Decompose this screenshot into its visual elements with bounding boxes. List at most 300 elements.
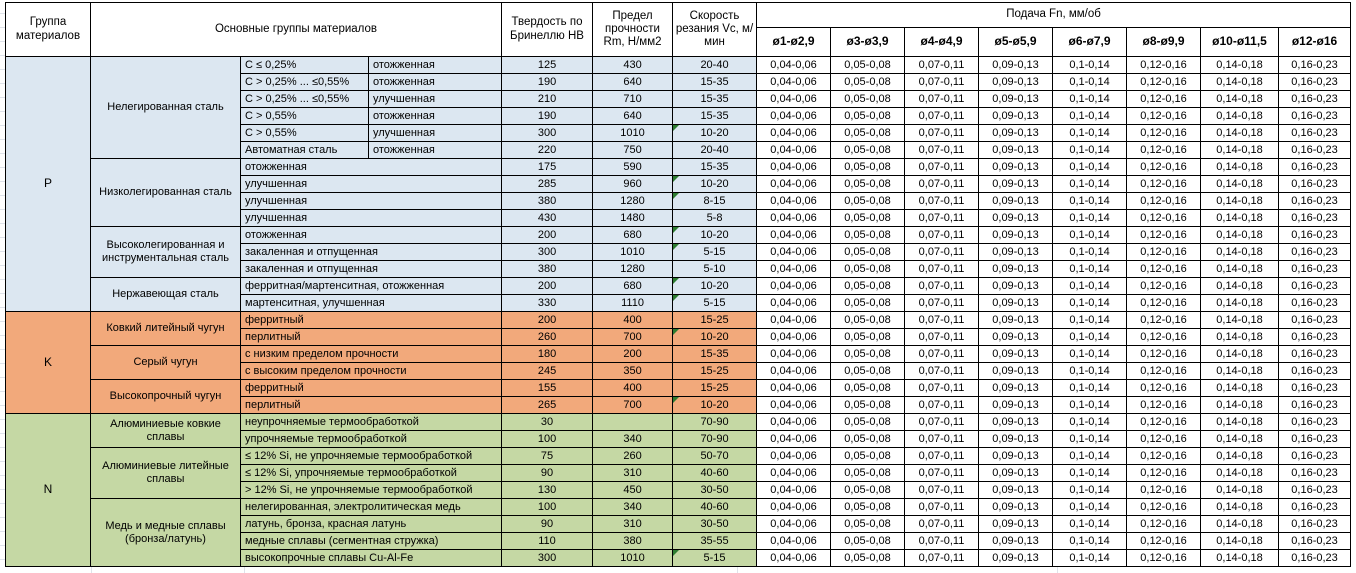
feed-cell[interactable]: 0,04-0,06 — [757, 278, 831, 295]
feed-cell[interactable]: 0,16-0,23 — [1279, 397, 1351, 414]
feed-cell[interactable]: 0,14-0,18 — [1201, 448, 1279, 465]
feed-cell[interactable]: 0,12-0,16 — [1127, 499, 1201, 516]
material-desc-cell[interactable]: ферритная/мартенситная, отожженная — [241, 278, 502, 295]
feed-cell[interactable]: 0,1-0,14 — [1053, 278, 1127, 295]
material-desc-cell[interactable]: C > 0,55% — [241, 125, 369, 142]
feed-cell[interactable]: 0,16-0,23 — [1279, 312, 1351, 329]
feed-cell[interactable]: 0,16-0,23 — [1279, 465, 1351, 482]
header-feed-col[interactable]: ø1-ø2,9 — [757, 28, 831, 57]
material-desc-cell[interactable]: C > 0,25% ... ≤0,55% — [241, 91, 369, 108]
feed-cell[interactable]: 0,04-0,06 — [757, 397, 831, 414]
hb-cell[interactable]: 155 — [502, 380, 593, 397]
header-tensile-strength[interactable]: Предел прочности Rm, Н/мм2 — [593, 3, 673, 57]
feed-cell[interactable]: 0,04-0,06 — [757, 244, 831, 261]
feed-cell[interactable]: 0,04-0,06 — [757, 448, 831, 465]
feed-cell[interactable]: 0,04-0,06 — [757, 499, 831, 516]
feed-cell[interactable]: 0,14-0,18 — [1201, 550, 1279, 567]
feed-cell[interactable]: 0,16-0,23 — [1279, 448, 1351, 465]
feed-cell[interactable]: 0,04-0,06 — [757, 550, 831, 567]
group-code-cell[interactable]: P — [6, 57, 91, 312]
feed-cell[interactable]: 0,12-0,16 — [1127, 227, 1201, 244]
vc-cell[interactable]: 20-40 — [673, 57, 757, 74]
feed-cell[interactable]: 0,05-0,08 — [831, 295, 905, 312]
feed-cell[interactable]: 0,1-0,14 — [1053, 516, 1127, 533]
feed-cell[interactable]: 0,04-0,06 — [757, 431, 831, 448]
rm-cell[interactable]: 260 — [593, 448, 673, 465]
feed-cell[interactable]: 0,16-0,23 — [1279, 431, 1351, 448]
feed-cell[interactable]: 0,1-0,14 — [1053, 346, 1127, 363]
feed-cell[interactable]: 0,14-0,18 — [1201, 482, 1279, 499]
feed-cell[interactable]: 0,12-0,16 — [1127, 414, 1201, 431]
feed-cell[interactable]: 0,12-0,16 — [1127, 193, 1201, 210]
subgroup-name-cell[interactable]: Низколегированная сталь — [91, 159, 241, 227]
material-desc-cell[interactable]: улучшенная — [241, 210, 502, 227]
feed-cell[interactable]: 0,04-0,06 — [757, 108, 831, 125]
feed-cell[interactable]: 0,07-0,11 — [905, 193, 979, 210]
rm-cell[interactable]: 1480 — [593, 210, 673, 227]
feed-cell[interactable]: 0,04-0,06 — [757, 482, 831, 499]
feed-cell[interactable]: 0,14-0,18 — [1201, 57, 1279, 74]
feed-cell[interactable]: 0,05-0,08 — [831, 312, 905, 329]
feed-cell[interactable]: 0,14-0,18 — [1201, 244, 1279, 261]
feed-cell[interactable]: 0,09-0,13 — [979, 346, 1053, 363]
hb-cell[interactable]: 110 — [502, 533, 593, 550]
feed-cell[interactable]: 0,14-0,18 — [1201, 159, 1279, 176]
material-desc-cell[interactable]: высокопрочные сплавы Cu-Al-Fe — [241, 550, 502, 567]
feed-cell[interactable]: 0,04-0,06 — [757, 125, 831, 142]
subgroup-name-cell[interactable]: Высоколегированная и инструментальная сталь — [91, 227, 241, 278]
hb-cell[interactable]: 200 — [502, 278, 593, 295]
feed-cell[interactable]: 0,05-0,08 — [831, 363, 905, 380]
feed-cell[interactable]: 0,1-0,14 — [1053, 142, 1127, 159]
feed-cell[interactable]: 0,1-0,14 — [1053, 210, 1127, 227]
hb-cell[interactable]: 245 — [502, 363, 593, 380]
feed-cell[interactable]: 0,1-0,14 — [1053, 159, 1127, 176]
feed-cell[interactable]: 0,12-0,16 — [1127, 448, 1201, 465]
feed-cell[interactable]: 0,04-0,06 — [757, 142, 831, 159]
header-feed-col[interactable]: ø8-ø9,9 — [1127, 28, 1201, 57]
feed-cell[interactable]: 0,05-0,08 — [831, 533, 905, 550]
feed-cell[interactable]: 0,1-0,14 — [1053, 499, 1127, 516]
feed-cell[interactable]: 0,12-0,16 — [1127, 261, 1201, 278]
feed-cell[interactable]: 0,1-0,14 — [1053, 57, 1127, 74]
feed-cell[interactable]: 0,1-0,14 — [1053, 397, 1127, 414]
header-feed-col[interactable]: ø3-ø3,9 — [831, 28, 905, 57]
hb-cell[interactable]: 190 — [502, 74, 593, 91]
feed-cell[interactable]: 0,1-0,14 — [1053, 261, 1127, 278]
feed-cell[interactable]: 0,16-0,23 — [1279, 482, 1351, 499]
subgroup-name-cell[interactable]: Высокопрочный чугун — [91, 380, 241, 414]
feed-cell[interactable]: 0,05-0,08 — [831, 380, 905, 397]
feed-cell[interactable]: 0,12-0,16 — [1127, 346, 1201, 363]
vc-cell[interactable]: 5-15 — [673, 295, 757, 312]
feed-cell[interactable]: 0,07-0,11 — [905, 91, 979, 108]
vc-cell[interactable]: 40-60 — [673, 499, 757, 516]
feed-cell[interactable]: 0,09-0,13 — [979, 414, 1053, 431]
header-feed-col[interactable]: ø4-ø4,9 — [905, 28, 979, 57]
feed-cell[interactable]: 0,05-0,08 — [831, 125, 905, 142]
feed-cell[interactable]: 0,05-0,08 — [831, 397, 905, 414]
feed-cell[interactable]: 0,14-0,18 — [1201, 193, 1279, 210]
rm-cell[interactable] — [593, 414, 673, 431]
feed-cell[interactable]: 0,14-0,18 — [1201, 499, 1279, 516]
rm-cell[interactable]: 340 — [593, 499, 673, 516]
feed-cell[interactable]: 0,14-0,18 — [1201, 431, 1279, 448]
feed-cell[interactable]: 0,05-0,08 — [831, 74, 905, 91]
feed-cell[interactable]: 0,07-0,11 — [905, 448, 979, 465]
feed-cell[interactable]: 0,16-0,23 — [1279, 278, 1351, 295]
vc-cell[interactable]: 10-20 — [673, 227, 757, 244]
rm-cell[interactable]: 400 — [593, 380, 673, 397]
vc-cell[interactable]: 15-35 — [673, 74, 757, 91]
feed-cell[interactable]: 0,07-0,11 — [905, 159, 979, 176]
feed-cell[interactable]: 0,16-0,23 — [1279, 550, 1351, 567]
feed-cell[interactable]: 0,09-0,13 — [979, 159, 1053, 176]
material-desc-cell[interactable]: перлитный — [241, 397, 502, 414]
feed-cell[interactable]: 0,04-0,06 — [757, 159, 831, 176]
feed-cell[interactable]: 0,12-0,16 — [1127, 550, 1201, 567]
material-desc-cell[interactable]: неупрочняемые термообработкой — [241, 414, 502, 431]
feed-cell[interactable]: 0,07-0,11 — [905, 125, 979, 142]
feed-cell[interactable]: 0,05-0,08 — [831, 210, 905, 227]
feed-cell[interactable]: 0,14-0,18 — [1201, 108, 1279, 125]
feed-cell[interactable]: 0,07-0,11 — [905, 278, 979, 295]
feed-cell[interactable]: 0,16-0,23 — [1279, 329, 1351, 346]
vc-cell[interactable]: 15-25 — [673, 380, 757, 397]
feed-cell[interactable]: 0,1-0,14 — [1053, 482, 1127, 499]
feed-cell[interactable]: 0,12-0,16 — [1127, 125, 1201, 142]
header-feed-col[interactable]: ø12-ø16 — [1279, 28, 1351, 57]
rm-cell[interactable]: 640 — [593, 108, 673, 125]
feed-cell[interactable]: 0,05-0,08 — [831, 329, 905, 346]
rm-cell[interactable]: 1110 — [593, 295, 673, 312]
material-desc-cell[interactable]: закаленная и отпущенная — [241, 244, 502, 261]
feed-cell[interactable]: 0,12-0,16 — [1127, 57, 1201, 74]
material-desc-cell[interactable]: медные сплавы (сегментная стружка) — [241, 533, 502, 550]
group-code-cell[interactable]: N — [6, 414, 91, 567]
feed-cell[interactable]: 0,05-0,08 — [831, 176, 905, 193]
vc-cell[interactable]: 35-55 — [673, 533, 757, 550]
hb-cell[interactable]: 200 — [502, 312, 593, 329]
feed-cell[interactable]: 0,1-0,14 — [1053, 312, 1127, 329]
feed-cell[interactable]: 0,09-0,13 — [979, 74, 1053, 91]
feed-cell[interactable]: 0,16-0,23 — [1279, 159, 1351, 176]
feed-cell[interactable]: 0,16-0,23 — [1279, 57, 1351, 74]
feed-cell[interactable]: 0,12-0,16 — [1127, 176, 1201, 193]
feed-cell[interactable]: 0,16-0,23 — [1279, 108, 1351, 125]
feed-cell[interactable]: 0,09-0,13 — [979, 278, 1053, 295]
feed-cell[interactable]: 0,07-0,11 — [905, 312, 979, 329]
material-desc-cell[interactable]: ферритный — [241, 312, 502, 329]
feed-cell[interactable]: 0,05-0,08 — [831, 244, 905, 261]
feed-cell[interactable]: 0,1-0,14 — [1053, 550, 1127, 567]
feed-cell[interactable]: 0,14-0,18 — [1201, 176, 1279, 193]
hb-cell[interactable]: 130 — [502, 482, 593, 499]
feed-cell[interactable]: 0,05-0,08 — [831, 414, 905, 431]
feed-cell[interactable]: 0,04-0,06 — [757, 210, 831, 227]
feed-cell[interactable]: 0,12-0,16 — [1127, 312, 1201, 329]
feed-cell[interactable]: 0,12-0,16 — [1127, 108, 1201, 125]
hb-cell[interactable]: 125 — [502, 57, 593, 74]
feed-cell[interactable]: 0,12-0,16 — [1127, 74, 1201, 91]
feed-cell[interactable]: 0,04-0,06 — [757, 346, 831, 363]
material-desc-cell[interactable]: с высоким пределом прочности — [241, 363, 502, 380]
feed-cell[interactable]: 0,09-0,13 — [979, 261, 1053, 278]
hb-cell[interactable]: 300 — [502, 244, 593, 261]
feed-cell[interactable]: 0,04-0,06 — [757, 312, 831, 329]
feed-cell[interactable]: 0,1-0,14 — [1053, 74, 1127, 91]
rm-cell[interactable]: 1280 — [593, 261, 673, 278]
subgroup-name-cell[interactable]: Медь и медные сплавы (бронза/латунь) — [91, 499, 241, 567]
material-desc-cell[interactable]: отожженная — [241, 159, 502, 176]
vc-cell[interactable]: 10-20 — [673, 176, 757, 193]
feed-cell[interactable]: 0,14-0,18 — [1201, 533, 1279, 550]
header-feed-col[interactable]: ø6-ø7,9 — [1053, 28, 1127, 57]
hb-cell[interactable]: 380 — [502, 261, 593, 278]
rm-cell[interactable]: 340 — [593, 431, 673, 448]
feed-cell[interactable]: 0,14-0,18 — [1201, 295, 1279, 312]
material-desc-cell[interactable]: нелегированная, электролитическая медь — [241, 499, 502, 516]
feed-cell[interactable]: 0,04-0,06 — [757, 295, 831, 312]
feed-cell[interactable]: 0,16-0,23 — [1279, 227, 1351, 244]
feed-cell[interactable]: 0,12-0,16 — [1127, 329, 1201, 346]
feed-cell[interactable]: 0,07-0,11 — [905, 533, 979, 550]
vc-cell[interactable]: 5-8 — [673, 210, 757, 227]
feed-cell[interactable]: 0,16-0,23 — [1279, 499, 1351, 516]
rm-cell[interactable]: 200 — [593, 346, 673, 363]
feed-cell[interactable]: 0,05-0,08 — [831, 516, 905, 533]
feed-cell[interactable]: 0,05-0,08 — [831, 227, 905, 244]
feed-cell[interactable]: 0,09-0,13 — [979, 329, 1053, 346]
feed-cell[interactable]: 0,16-0,23 — [1279, 176, 1351, 193]
feed-cell[interactable]: 0,1-0,14 — [1053, 465, 1127, 482]
feed-cell[interactable]: 0,05-0,08 — [831, 159, 905, 176]
hb-cell[interactable]: 285 — [502, 176, 593, 193]
feed-cell[interactable]: 0,09-0,13 — [979, 244, 1053, 261]
rm-cell[interactable]: 640 — [593, 74, 673, 91]
vc-cell[interactable]: 15-35 — [673, 346, 757, 363]
hb-cell[interactable]: 100 — [502, 499, 593, 516]
rm-cell[interactable]: 700 — [593, 329, 673, 346]
feed-cell[interactable]: 0,04-0,06 — [757, 193, 831, 210]
hb-cell[interactable]: 330 — [502, 295, 593, 312]
feed-cell[interactable]: 0,05-0,08 — [831, 278, 905, 295]
feed-cell[interactable]: 0,05-0,08 — [831, 142, 905, 159]
feed-cell[interactable]: 0,07-0,11 — [905, 142, 979, 159]
header-cutting-speed[interactable]: Скорость резания Vc, м/мин — [673, 3, 757, 57]
material-desc-cell[interactable]: с низким пределом прочности — [241, 346, 502, 363]
feed-cell[interactable]: 0,04-0,06 — [757, 380, 831, 397]
feed-cell[interactable]: 0,16-0,23 — [1279, 193, 1351, 210]
feed-cell[interactable]: 0,14-0,18 — [1201, 125, 1279, 142]
feed-cell[interactable]: 0,07-0,11 — [905, 499, 979, 516]
feed-cell[interactable]: 0,09-0,13 — [979, 550, 1053, 567]
feed-cell[interactable]: 0,05-0,08 — [831, 482, 905, 499]
feed-cell[interactable]: 0,1-0,14 — [1053, 414, 1127, 431]
vc-cell[interactable]: 70-90 — [673, 414, 757, 431]
feed-cell[interactable]: 0,07-0,11 — [905, 329, 979, 346]
feed-cell[interactable]: 0,14-0,18 — [1201, 74, 1279, 91]
feed-cell[interactable]: 0,05-0,08 — [831, 91, 905, 108]
feed-cell[interactable]: 0,16-0,23 — [1279, 516, 1351, 533]
feed-cell[interactable]: 0,09-0,13 — [979, 465, 1053, 482]
feed-cell[interactable]: 0,05-0,08 — [831, 57, 905, 74]
feed-cell[interactable]: 0,09-0,13 — [979, 516, 1053, 533]
feed-cell[interactable]: 0,12-0,16 — [1127, 380, 1201, 397]
feed-cell[interactable]: 0,09-0,13 — [979, 499, 1053, 516]
feed-cell[interactable]: 0,07-0,11 — [905, 244, 979, 261]
rm-cell[interactable]: 310 — [593, 465, 673, 482]
feed-cell[interactable]: 0,05-0,08 — [831, 346, 905, 363]
feed-cell[interactable]: 0,09-0,13 — [979, 295, 1053, 312]
feed-cell[interactable]: 0,09-0,13 — [979, 227, 1053, 244]
feed-cell[interactable]: 0,14-0,18 — [1201, 516, 1279, 533]
hb-cell[interactable]: 180 — [502, 346, 593, 363]
hb-cell[interactable]: 200 — [502, 227, 593, 244]
feed-cell[interactable]: 0,14-0,18 — [1201, 261, 1279, 278]
feed-cell[interactable]: 0,16-0,23 — [1279, 125, 1351, 142]
feed-cell[interactable]: 0,1-0,14 — [1053, 108, 1127, 125]
hb-cell[interactable]: 300 — [502, 125, 593, 142]
feed-cell[interactable]: 0,09-0,13 — [979, 380, 1053, 397]
feed-cell[interactable]: 0,09-0,13 — [979, 108, 1053, 125]
hb-cell[interactable]: 190 — [502, 108, 593, 125]
feed-cell[interactable]: 0,12-0,16 — [1127, 482, 1201, 499]
feed-cell[interactable]: 0,04-0,06 — [757, 465, 831, 482]
feed-cell[interactable]: 0,12-0,16 — [1127, 295, 1201, 312]
feed-cell[interactable]: 0,09-0,13 — [979, 482, 1053, 499]
feed-cell[interactable]: 0,05-0,08 — [831, 448, 905, 465]
rm-cell[interactable]: 430 — [593, 57, 673, 74]
feed-cell[interactable]: 0,14-0,18 — [1201, 414, 1279, 431]
material-desc-cell[interactable]: C > 0,25% ... ≤0,55% — [241, 74, 369, 91]
rm-cell[interactable]: 350 — [593, 363, 673, 380]
feed-cell[interactable]: 0,1-0,14 — [1053, 176, 1127, 193]
header-feed-col[interactable]: ø10-ø11,5 — [1201, 28, 1279, 57]
subgroup-name-cell[interactable]: Алюминиевые ковкие сплавы — [91, 414, 241, 448]
feed-cell[interactable]: 0,09-0,13 — [979, 312, 1053, 329]
feed-cell[interactable]: 0,14-0,18 — [1201, 91, 1279, 108]
rm-cell[interactable]: 380 — [593, 533, 673, 550]
feed-cell[interactable]: 0,16-0,23 — [1279, 295, 1351, 312]
feed-cell[interactable]: 0,12-0,16 — [1127, 278, 1201, 295]
feed-cell[interactable]: 0,1-0,14 — [1053, 91, 1127, 108]
rm-cell[interactable]: 960 — [593, 176, 673, 193]
feed-cell[interactable]: 0,16-0,23 — [1279, 74, 1351, 91]
feed-cell[interactable]: 0,16-0,23 — [1279, 91, 1351, 108]
feed-cell[interactable]: 0,12-0,16 — [1127, 210, 1201, 227]
hb-cell[interactable]: 220 — [502, 142, 593, 159]
feed-cell[interactable]: 0,04-0,06 — [757, 516, 831, 533]
rm-cell[interactable]: 1010 — [593, 244, 673, 261]
feed-cell[interactable]: 0,1-0,14 — [1053, 329, 1127, 346]
header-brinell-hardness[interactable]: Твердость по Бринеллю НВ — [502, 3, 593, 57]
material-desc-cell[interactable]: ≤ 12% Si, не упрочняемые термообработкой — [241, 448, 502, 465]
feed-cell[interactable]: 0,04-0,06 — [757, 414, 831, 431]
material-desc-cell[interactable]: отожженная — [369, 57, 502, 74]
vc-cell[interactable]: 5-15 — [673, 244, 757, 261]
feed-cell[interactable]: 0,12-0,16 — [1127, 142, 1201, 159]
feed-cell[interactable]: 0,09-0,13 — [979, 91, 1053, 108]
material-desc-cell[interactable]: улучшенная — [369, 91, 502, 108]
feed-cell[interactable]: 0,14-0,18 — [1201, 227, 1279, 244]
feed-cell[interactable]: 0,14-0,18 — [1201, 465, 1279, 482]
feed-cell[interactable]: 0,07-0,11 — [905, 465, 979, 482]
feed-cell[interactable]: 0,04-0,06 — [757, 363, 831, 380]
feed-cell[interactable]: 0,09-0,13 — [979, 176, 1053, 193]
hb-cell[interactable]: 90 — [502, 465, 593, 482]
feed-cell[interactable]: 0,04-0,06 — [757, 57, 831, 74]
feed-cell[interactable]: 0,09-0,13 — [979, 142, 1053, 159]
feed-cell[interactable]: 0,12-0,16 — [1127, 516, 1201, 533]
rm-cell[interactable]: 1010 — [593, 125, 673, 142]
material-desc-cell[interactable]: ферритный — [241, 380, 502, 397]
feed-cell[interactable]: 0,09-0,13 — [979, 448, 1053, 465]
feed-cell[interactable]: 0,1-0,14 — [1053, 363, 1127, 380]
feed-cell[interactable]: 0,09-0,13 — [979, 431, 1053, 448]
material-desc-cell[interactable]: отожженная — [369, 142, 502, 159]
hb-cell[interactable]: 380 — [502, 193, 593, 210]
vc-cell[interactable]: 15-25 — [673, 312, 757, 329]
feed-cell[interactable]: 0,12-0,16 — [1127, 159, 1201, 176]
feed-cell[interactable]: 0,05-0,08 — [831, 550, 905, 567]
material-desc-cell[interactable]: > 12% Si, не упрочняемые термообработкой — [241, 482, 502, 499]
feed-cell[interactable]: 0,14-0,18 — [1201, 142, 1279, 159]
rm-cell[interactable]: 1010 — [593, 550, 673, 567]
feed-cell[interactable]: 0,04-0,06 — [757, 74, 831, 91]
vc-cell[interactable]: 50-70 — [673, 448, 757, 465]
feed-cell[interactable]: 0,16-0,23 — [1279, 210, 1351, 227]
vc-cell[interactable]: 5-15 — [673, 550, 757, 567]
feed-cell[interactable]: 0,05-0,08 — [831, 465, 905, 482]
material-desc-cell[interactable]: отожженная — [369, 74, 502, 91]
material-desc-cell[interactable]: улучшенная — [241, 193, 502, 210]
feed-cell[interactable]: 0,04-0,06 — [757, 227, 831, 244]
material-desc-cell[interactable]: улучшенная — [369, 125, 502, 142]
feed-cell[interactable]: 0,07-0,11 — [905, 227, 979, 244]
feed-cell[interactable]: 0,07-0,11 — [905, 176, 979, 193]
subgroup-name-cell[interactable]: Серый чугун — [91, 346, 241, 380]
feed-cell[interactable]: 0,05-0,08 — [831, 261, 905, 278]
vc-cell[interactable]: 70-90 — [673, 431, 757, 448]
feed-cell[interactable]: 0,14-0,18 — [1201, 210, 1279, 227]
hb-cell[interactable]: 265 — [502, 397, 593, 414]
hb-cell[interactable]: 90 — [502, 516, 593, 533]
rm-cell[interactable]: 400 — [593, 312, 673, 329]
feed-cell[interactable]: 0,05-0,08 — [831, 431, 905, 448]
feed-cell[interactable]: 0,04-0,06 — [757, 329, 831, 346]
feed-cell[interactable]: 0,12-0,16 — [1127, 431, 1201, 448]
rm-cell[interactable]: 590 — [593, 159, 673, 176]
hb-cell[interactable]: 75 — [502, 448, 593, 465]
material-desc-cell[interactable]: мартенситная, улучшенная — [241, 295, 502, 312]
feed-cell[interactable]: 0,14-0,18 — [1201, 363, 1279, 380]
feed-cell[interactable]: 0,1-0,14 — [1053, 380, 1127, 397]
feed-cell[interactable]: 0,04-0,06 — [757, 176, 831, 193]
feed-cell[interactable]: 0,09-0,13 — [979, 193, 1053, 210]
feed-cell[interactable]: 0,16-0,23 — [1279, 142, 1351, 159]
vc-cell[interactable]: 10-20 — [673, 278, 757, 295]
group-code-cell[interactable]: K — [6, 312, 91, 414]
feed-cell[interactable]: 0,07-0,11 — [905, 108, 979, 125]
rm-cell[interactable]: 750 — [593, 142, 673, 159]
header-material-group[interactable]: Группа материалов — [6, 3, 91, 57]
feed-cell[interactable]: 0,07-0,11 — [905, 57, 979, 74]
feed-cell[interactable]: 0,12-0,16 — [1127, 91, 1201, 108]
feed-cell[interactable]: 0,14-0,18 — [1201, 380, 1279, 397]
feed-cell[interactable]: 0,12-0,16 — [1127, 465, 1201, 482]
feed-cell[interactable]: 0,14-0,18 — [1201, 346, 1279, 363]
